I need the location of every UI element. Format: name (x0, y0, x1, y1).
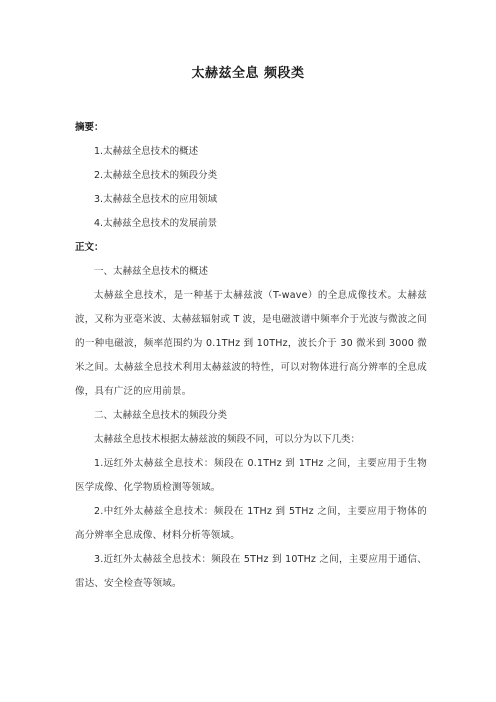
section2-item-1: 1.远红外太赫兹全息技术：频段在 0.1THz 到 1THz 之间，主要应用于生物医学成像、化学物质检测等领域。 (75, 458, 427, 493)
section2-item-3: 3.近红外太赫兹全息技术：频段在 5THz 到 10THz 之间，主要应用于通信、雷达、安全检查等领域。 (75, 554, 427, 589)
document-content (75, 116, 427, 596)
document-title: 太赫兹全息 频段类 (191, 66, 305, 81)
section2-item-2: 2.中红外太赫兹全息技术：频段在 1THz 到 5THz 之间，主要应用于物体的高分辨率全息成像、材料分析等领域。 (75, 506, 427, 541)
section1-heading: 一、太赫兹全息技术的概述 (94, 266, 209, 277)
section1-paragraph: 太赫兹全息技术，是一种基于太赫兹波（T-wave）的全息成像技术。太赫兹波，又称为亚毫米波、太赫兹辐射或 T 波，是电磁波谱中频率介于光波与微波之间的一种电磁波，频率范围约为 0.1THz 到 10THz，波长介于 30 微米到 3000 微米之间。太赫兹全息技术利用太赫兹波的特性，可以对物体进行高分辨率的全息成像，具有广泛的应用前景。 (75, 290, 427, 397)
abstract-item-3: 3.太赫兹全息技术的应用领域 (94, 194, 218, 205)
abstract-label: 摘要： (75, 122, 104, 133)
abstract-item-2: 2.太赫兹全息技术的频段分类 (94, 170, 218, 181)
abstract-item-4: 4.太赫兹全息技术的发展前景 (94, 218, 218, 229)
abstract-item-1: 1.太赫兹全息技术的概述 (94, 146, 199, 157)
section2-intro: 太赫兹全息技术根据太赫兹波的频段不同，可以分为以下几类： (94, 434, 361, 445)
section2-heading: 二、太赫兹全息技术的频段分类 (94, 410, 228, 421)
body-label: 正文： (75, 242, 104, 253)
